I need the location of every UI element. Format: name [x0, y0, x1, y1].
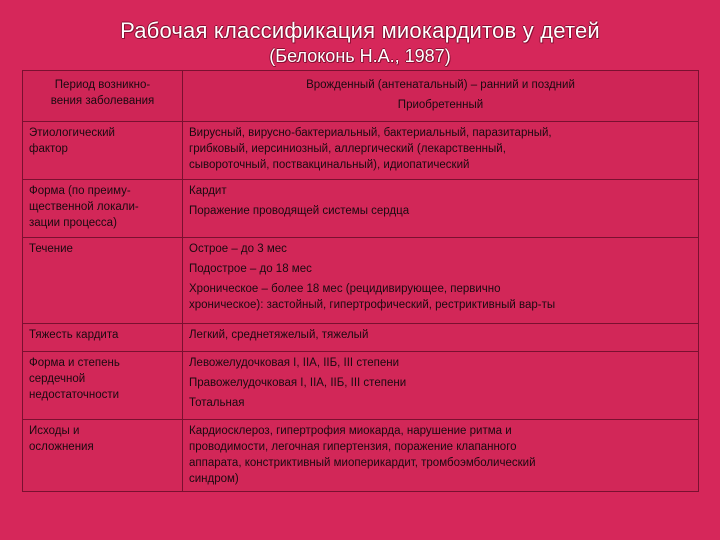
row-value-cell — [183, 324, 699, 352]
row-label-text: недостаточности — [29, 389, 120, 401]
row-label-text: зации процесса) — [29, 217, 117, 229]
row-label-cell — [23, 180, 183, 238]
row-value-text: Вирусный, вирусно-бактериальный, бактериальный, паразитарный, — [189, 127, 552, 139]
row-label-text: фактор — [29, 143, 68, 155]
row-label-text: сердечной — [29, 373, 86, 385]
table-row — [23, 324, 699, 352]
row-label-cell — [23, 420, 183, 492]
page-title: Рабочая классификация миокардитов у детей — [120, 18, 600, 43]
row-label-text: Этиологический — [29, 127, 115, 139]
row-value-text: хроническое): застойный, гипертрофический, рестриктивный вар-ты — [189, 299, 556, 311]
row-value-text: Кардит — [189, 185, 227, 197]
row-value-text: грибковый, иерсиниозный, аллергический (лекарственный, — [189, 143, 506, 155]
row-value-text: Острое – до 3 мес — [189, 243, 287, 255]
row-value-text: Левожелудочковая I, IIА, IIБ, III степени — [189, 357, 399, 369]
header-text: Период возникно- — [54, 79, 151, 91]
header-text: Врожденный (антенатальный) – ранний и поздний — [306, 79, 575, 91]
row-value-text: Легкий, среднетяжелый, тяжелый — [189, 329, 369, 341]
row-label-text: Течение — [29, 243, 73, 255]
header-cell-types — [183, 71, 699, 122]
table-row — [23, 238, 699, 324]
header-text: вения заболевания — [50, 95, 155, 107]
row-label-text: осложнения — [29, 441, 94, 453]
header-text: Приобретенный — [397, 99, 484, 111]
header-cell-period — [23, 71, 183, 122]
row-value-text: сывороточный, поствакцинальный), идиопатический — [189, 159, 470, 171]
row-label-text: Форма и степень — [29, 357, 120, 369]
page-subtitle: (Белоконь Н.А., 1987) — [269, 46, 451, 66]
row-label-cell — [23, 324, 183, 352]
table-row — [23, 420, 699, 492]
row-label-text: Форма (по преиму- — [29, 185, 131, 197]
row-value-text: аппарата, констриктивный миоперикардит, тромбоэмболический — [189, 457, 536, 469]
row-value-text: Хроническое – более 18 мес (рецидивирующее, первично — [189, 283, 501, 295]
row-value-cell — [183, 122, 699, 180]
row-label-cell — [23, 122, 183, 180]
table-row — [23, 122, 699, 180]
row-value-text: Тотальная — [189, 397, 245, 409]
row-value-text: Поражение проводящей системы сердца — [189, 205, 410, 217]
row-value-text: Подострое – до 18 мес — [189, 263, 312, 275]
row-value-cell — [183, 352, 699, 420]
row-value-cell — [183, 420, 699, 492]
table-header-row — [23, 71, 699, 122]
row-value-text: Правожелудочковая I, IIА, IIБ, III степени — [189, 377, 407, 389]
row-value-cell — [183, 180, 699, 238]
row-value-text: проводимости, легочная гипертензия, поражение клапанного — [189, 441, 517, 453]
row-label-cell — [23, 238, 183, 324]
row-value-cell — [183, 238, 699, 324]
row-label-text: Исходы и — [29, 425, 80, 437]
row-label-text: Тяжесть кардита — [29, 329, 119, 341]
row-label-text: щественной локали- — [29, 201, 139, 213]
row-value-text: Кардиосклероз, гипертрофия миокарда, нарушение ритма и — [189, 425, 512, 437]
row-value-text: синдром) — [189, 473, 239, 485]
table-row — [23, 352, 699, 420]
table-row — [23, 180, 699, 238]
row-label-cell — [23, 352, 183, 420]
classification-table — [22, 70, 699, 492]
